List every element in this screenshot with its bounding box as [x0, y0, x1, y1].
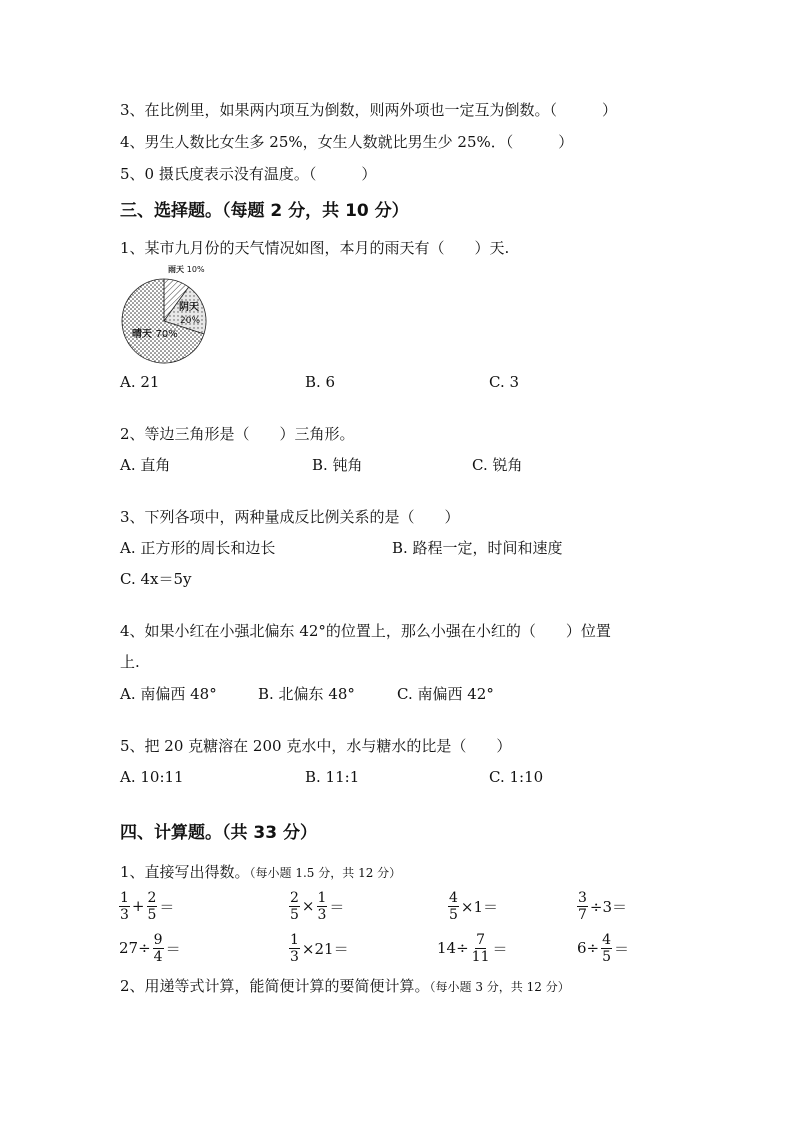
s3-q2-text: 2、等边三角形是（ ）三角形。 — [120, 425, 355, 443]
fraction: $\frac{1}{3}$ — [317, 889, 327, 923]
judge-q3: 3、在比例里，如果两内项互为倒数，则两外项也一定互为倒数。（ ） — [120, 101, 618, 119]
s3-q2-option-c[interactable]: C. 锐角 — [472, 456, 523, 474]
s3-q4-option-b[interactable]: B. 北偏东 48° — [258, 685, 355, 703]
expr-4: $\frac{3}{7}$ ÷3＝ — [578, 889, 628, 923]
fraction: $\frac{7}{11}$ — [471, 931, 490, 965]
s3-q3-option-b[interactable]: B. 路程一定，时间和速度 — [392, 539, 563, 557]
fraction: $\frac{1}{3}$ — [120, 889, 129, 923]
fraction: $\frac{2}{5}$ — [147, 889, 157, 923]
s3-q4-option-a[interactable]: A. 南偏西 48° — [120, 685, 217, 703]
fraction: $\frac{1}{3}$ — [290, 931, 299, 965]
s3-q2-option-b[interactable]: B. 钝角 — [312, 456, 363, 474]
s3-q5-option-a[interactable]: A. 10:11 — [120, 768, 184, 786]
expr-2: $\frac{2}{5}$ × $\frac{1}{3}$ ＝ — [290, 889, 345, 923]
fraction: $\frac{9}{4}$ — [153, 931, 163, 965]
expr-1: $\frac{1}{3}$ + $\frac{2}{5}$ ＝ — [120, 889, 175, 923]
s4-q2-text: 2、用递等式计算，能简便计算的要简便计算。 — [120, 977, 430, 995]
s4-q1-text: 1、直接写出得数。 — [120, 863, 250, 881]
expr-8: 6÷ $\frac{4}{5}$ ＝ — [577, 931, 630, 965]
section4-title: 四、计算题。（共 33 分） — [120, 823, 317, 843]
s4-q1-note: （每小题 1.5 分，共 12 分） — [249, 866, 402, 880]
s3-q4-text-line2: 上. — [120, 653, 140, 671]
pie-label-sunny: 晴天 70% — [132, 329, 178, 340]
fraction: $\frac{2}{5}$ — [290, 889, 299, 923]
pie-label-cloudy-pct: 20% — [180, 316, 201, 326]
fraction: $\frac{4}{5}$ — [602, 931, 612, 965]
s3-q3-text: 3、下列各项中，两种量成反比例关系的是（ ） — [120, 508, 460, 526]
s3-q1-option-c[interactable]: C. 3 — [489, 373, 520, 391]
expr-7: 14÷ $\frac{7}{11}$ ＝ — [437, 931, 508, 965]
expr-3: $\frac{4}{5}$ ×1＝ — [449, 889, 499, 923]
fraction: $\frac{4}{5}$ — [449, 889, 458, 923]
pie-label-cloudy: 阴天 — [179, 302, 199, 313]
fraction: $\frac{3}{7}$ — [578, 889, 587, 923]
weather-pie-chart — [112, 262, 252, 367]
s3-q1-option-a[interactable]: A. 21 — [120, 373, 160, 391]
section3-title: 三、选择题。（每题 2 分，共 10 分） — [120, 201, 409, 221]
s3-q5-option-b[interactable]: B. 11:1 — [305, 768, 360, 786]
judge-q5: 5、0 摄氏度表示没有温度。（ ） — [120, 165, 377, 183]
pie-label-rain: 雨天 10% — [168, 265, 205, 274]
s3-q3-option-a[interactable]: A. 正方形的周长和边长 — [120, 539, 276, 557]
s4-q1-line — [120, 862, 401, 883]
s4-q2-note: （每小题 3 分，共 12 分） — [429, 980, 570, 994]
s3-q5-option-c[interactable]: C. 1:10 — [489, 768, 544, 786]
s3-q4-text-line1: 4、如果小红在小强北偏东 42°的位置上，那么小强在小红的（ ）位置 — [120, 622, 611, 640]
s3-q2-option-a[interactable]: A. 直角 — [120, 456, 171, 474]
expr-6: $\frac{1}{3}$ ×21＝ — [290, 931, 349, 965]
s3-q5-text: 5、把 20 克糖溶在 200 克水中，水与糖水的比是（ ） — [120, 737, 512, 755]
s3-q1-text: 1、某市九月份的天气情况如图，本月的雨天有（ ）天. — [120, 239, 510, 257]
s3-q1-option-b[interactable]: B. 6 — [305, 373, 336, 391]
s4-q2-line — [120, 976, 570, 997]
s3-q3-option-c[interactable]: C. 4x＝5y — [120, 570, 192, 588]
s3-q4-option-c[interactable]: C. 南偏西 42° — [397, 685, 494, 703]
judge-q4: 4、男生人数比女生多 25%，女生人数就比男生少 25%．（ ） — [120, 133, 574, 151]
expr-5: 27÷ $\frac{9}{4}$ ＝ — [119, 931, 181, 965]
